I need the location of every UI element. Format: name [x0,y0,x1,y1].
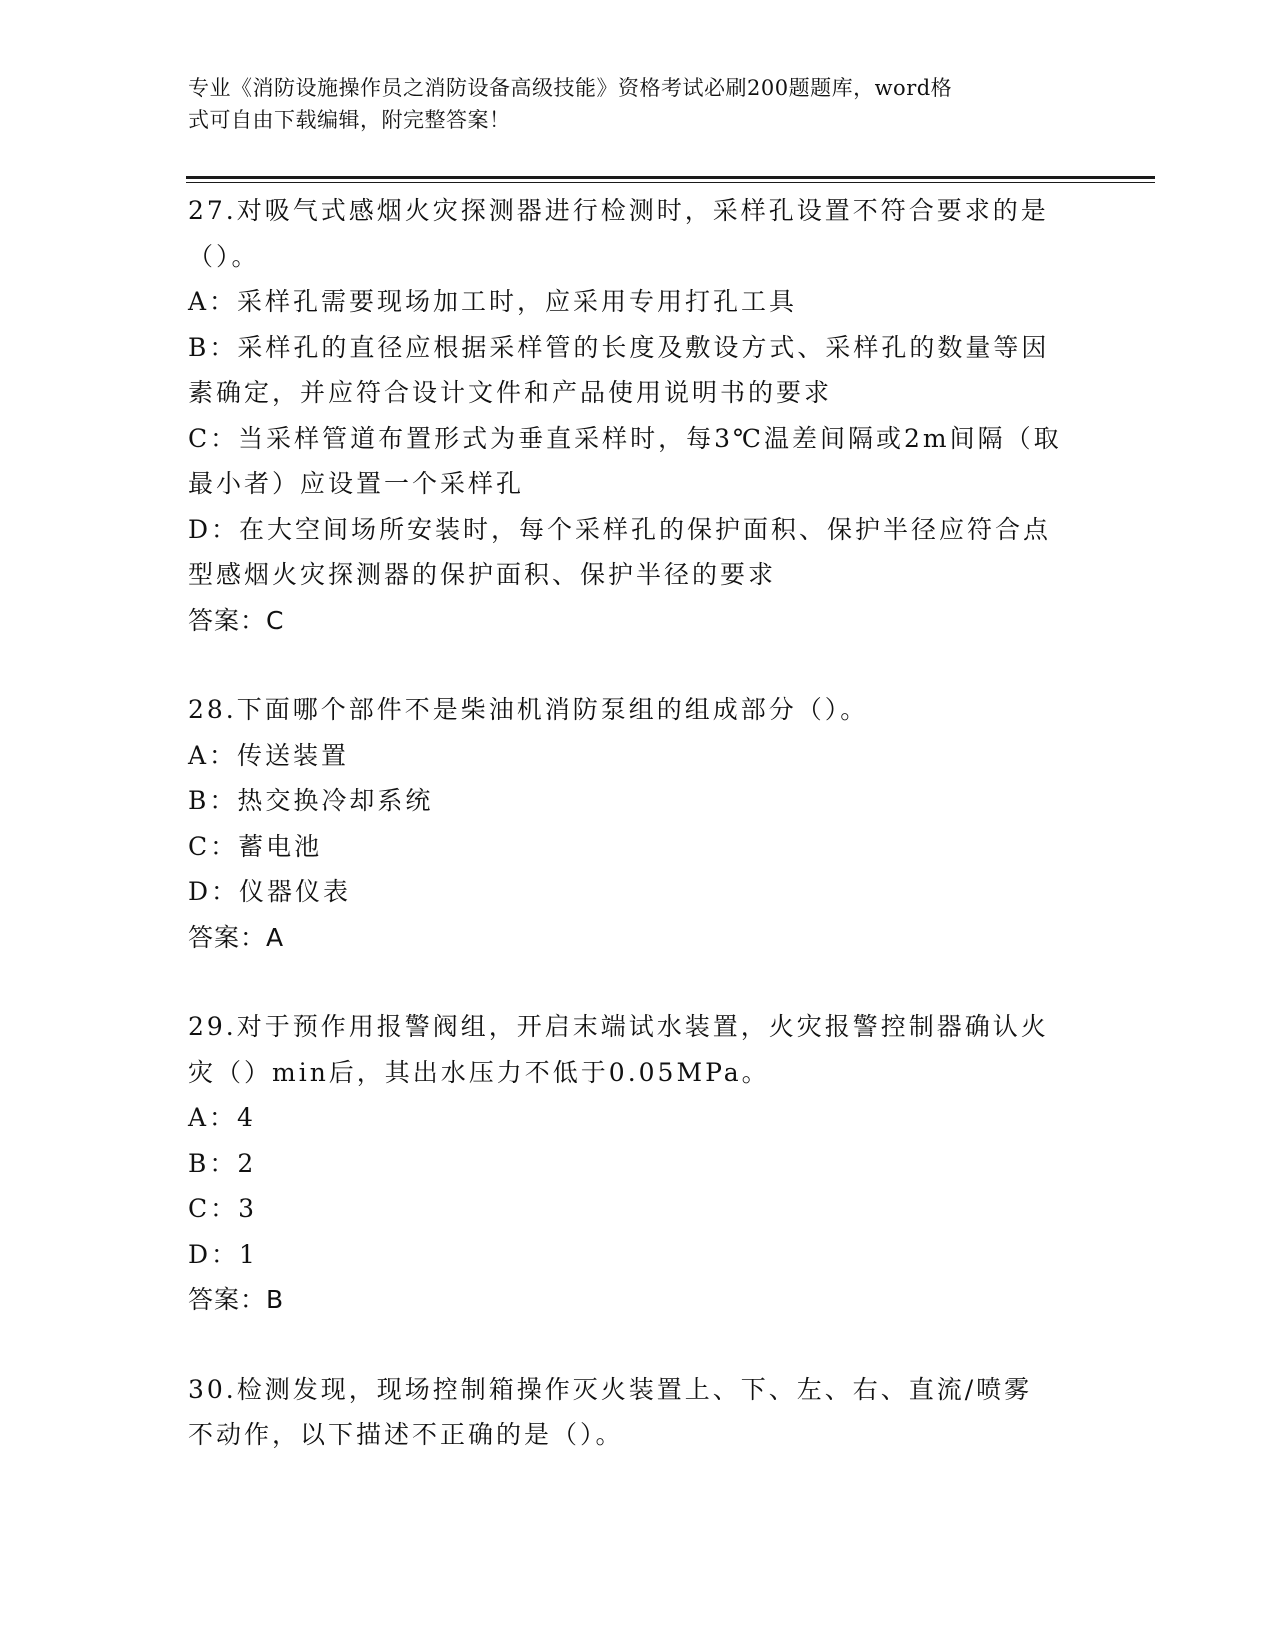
question-stem-line: （）。 [188,241,260,271]
question-list [188,188,1088,1458]
header-line-1: 专业《消防设施操作员之消防设备高级技能》资格考试必刷200题题库，word格 [188,76,953,100]
question-30 [188,1367,1088,1458]
option-b: B：采样孔的直径应根据采样管的长度及敷设方式、采样孔的数量等因 [188,332,1050,362]
question-stem-line: 30.检测发现，现场控制箱操作灭火装置上、下、左、右、直流/喷雾 [188,1374,1033,1404]
answer-label: 答案：A [188,922,285,952]
question-28 [188,687,1088,960]
option-b-continued: 素确定，并应符合设计文件和产品使用说明书的要求 [188,378,833,407]
option-d-continued: 型感烟火灾探测器的保护面积、保护半径的要求 [188,560,777,589]
question-stem-line: 29.对于预作用报警阀组，开启末端试水装置，火灾报警控制器确认火 [188,1012,1049,1041]
question-stem-line: 27.对吸气式感烟火灾探测器进行检测时，采样孔设置不符合要求的是 [188,196,1049,225]
header-divider-thick [186,176,1155,179]
option-c: C：当采样管道布置形式为垂直采样时，每3℃温差间隔或2m间隔（取 [188,423,1062,453]
question-27 [188,188,1088,643]
option-b: B：2 [188,1148,257,1178]
option-c: C：蓄电池 [188,831,323,861]
option-d: D：1 [188,1239,258,1269]
header-line-2: 式可自由下载编辑，附完整答案！ [188,108,511,132]
option-a: A：4 [188,1103,256,1132]
question-29 [188,1004,1088,1323]
option-d: D：仪器仪表 [188,877,352,906]
question-stem-line: 灾（）min后，其出水压力不低于0.05MPa。 [188,1057,770,1087]
option-c: C：3 [188,1194,258,1223]
header-divider-thin [186,182,1155,183]
option-a: A：传送装置 [188,740,350,770]
option-d: D：在大空间场所安装时，每个采样孔的保护面积、保护半径应符合点 [188,514,1052,544]
answer-label: 答案：C [188,605,285,635]
option-c-continued: 最小者）应设置一个采样孔 [188,469,525,498]
question-stem-line: 28.下面哪个部件不是柴油机消防泵组的组成部分（）。 [188,695,869,724]
option-b: B：热交换冷却系统 [188,786,434,815]
option-a: A：采样孔需要现场加工时，应采用专用打孔工具 [188,287,798,316]
question-stem-line: 不动作，以下描述不正确的是（）。 [188,1420,624,1449]
document-header [188,72,1068,136]
answer-label: 答案：B [188,1285,285,1314]
